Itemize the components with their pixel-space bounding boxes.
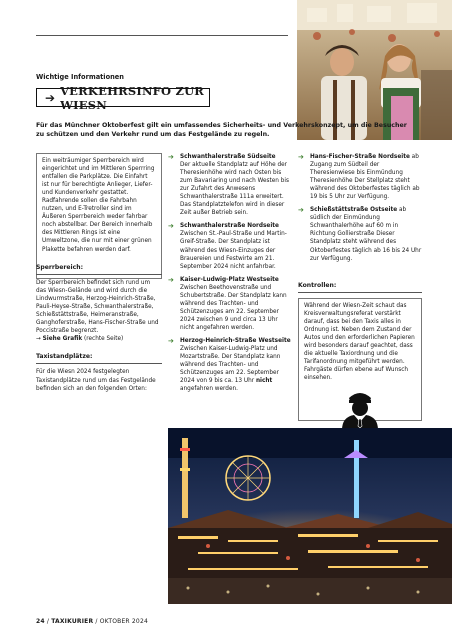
kontrollen-text: Während der Wiesn-Zeit schaut das Kreisverwaltungsreferat verstärkt darauf, dass bei den Taxis alles in Ordnung ist. Neben dem Zustand der Autos und den erforderlichen Papieren wird besonders darauf geachtet, dass die aktuelle Taxiordnung und die Tarifanordnung mitgeführt werden. Fahrgäste dürfen ebene auf Wunsch einsehen. bbox=[304, 303, 415, 382]
arrow-right-icon: ➔ bbox=[168, 222, 174, 231]
list-item: ➔ Schwanthalerstraße Südseite Der aktuelle Standplatz auf Höhe der Theresienhöhe wird nach Osten bis zum Bavariaring und nach Westen bis zur Zufahrt des Anwesens Schwanthalerstraße 111a erweitert. Das Standplatztelefon wird in dieser Zeit außer Betrieb sein. bbox=[168, 153, 290, 217]
heading-rule bbox=[36, 363, 162, 364]
arrow-right-icon: ➔ bbox=[298, 153, 304, 161]
taxistand-heading: Taxistandplätze: bbox=[36, 353, 93, 361]
arrow-right-icon: ➔ bbox=[168, 275, 174, 284]
see-graphic-note: → Siehe Grafik (rechte Seite) bbox=[36, 336, 124, 343]
arrow-right-icon: ➔ bbox=[298, 206, 304, 215]
column-1 bbox=[36, 264, 162, 393]
kontrollen-box bbox=[298, 298, 422, 421]
heading-rule bbox=[298, 292, 422, 293]
issue-date: / OKTOBER 2024 bbox=[93, 618, 148, 625]
arrow-right-icon: ➔ bbox=[168, 336, 174, 345]
page-title-text: VERKEHRSINFO ZUR WIESN bbox=[60, 83, 205, 112]
list-item: ➔ Hans-Fischer-Straße Nordseite ab Zugang zum Südteil der Theresienwiese bis Einmündung Theresienhöhe Der Stellplatz steht während des Oktoberfestes täglich ab 19 bis 5 Uhr zur Verfügung. bbox=[298, 153, 420, 201]
intro-text: Ein weiträumiger Sperrbereich wird eingerichtet und im Mittleren Sperrring entfallen die Parkplätze. Die Einfahrt ist nur für berechtigte Anlieger, Liefer- und Kundenverkehr gestattet. Radfahrende sollen die Fahrbahn nutzen, und E-Tretroller sind im Äußeren Sperrbereich weder fahrbar noch abstellbar. Der Bereich innerhalb des Mittleren Rings ist eine Umweltzone, die nur mit einer grünen Plakette befahren werden darf. bbox=[42, 158, 155, 253]
sperrbereich-text: Der Sperrbereich befindet sich rund um das Wiesn-Gelände und wird durch die Lindwurmstraße, Herzog-Heinrich-Straße, Pauli-Heyse-Straße, Schwanthalerstraße, Schießstättstraße, Heimeranstraße, Ganghoferstraße, Hans-Fischer-Straße und Poccistraße begrenzt. bbox=[36, 280, 159, 335]
page-footer: 24 / TAXIKURIER / OKTOBER 2024 bbox=[36, 618, 148, 625]
top-divider bbox=[36, 35, 288, 36]
kontrollen-heading-wrap bbox=[298, 282, 422, 293]
list-item: ➔ Schwanthalerstraße Nordseite Zwischen St.-Paul-Straße und Martin-Greif-Straße. Der Standplatz ist während des Wiesn-Einzuges der Brauereien und Festwirte am 21. September 2024 nicht anfahrbar. bbox=[168, 222, 287, 270]
kontrollen-heading: Kontrollen: bbox=[298, 282, 337, 289]
oktoberfest-night-photo bbox=[168, 428, 452, 604]
list-item: ➔ Herzog-Heinrich-Straße Westseite Zwischen Kaiser-Ludwig-Platz und Mozartstraße. Der Standplatz kann während des Trachten- und Schützenzuges am 22. September 2024 von 9 bis ca. 13 Uhr nicht angefahren werden. bbox=[168, 336, 291, 393]
taxistand-text: Für die Wiesn 2024 festgelegten Taxistandplätze rund um das Festgelände befinden sich an den folgenden Orten: bbox=[36, 369, 156, 392]
page-number: 24 bbox=[36, 618, 45, 625]
section-label: Wichtige Informationen bbox=[36, 73, 124, 81]
sperrbereich-heading: Sperrbereich: bbox=[36, 264, 84, 271]
column-2 bbox=[168, 153, 292, 393]
hero-photo-couple bbox=[297, 0, 452, 140]
heading-rule bbox=[36, 274, 162, 275]
column-3 bbox=[298, 153, 422, 263]
list-item: ➔ Kaiser-Ludwig-Platz Westseite Zwischen Beethovenstraße und Schubertstraße. Der Standplatz kann während des Trachten- und Schützenzuges am 22. September 2024 zwischen 9 und circa 13 Uhr nicht angefahren werden. bbox=[168, 275, 287, 331]
page-title bbox=[36, 83, 210, 112]
taxi-driver-icon bbox=[304, 386, 416, 433]
arrow-right-icon: ➔ bbox=[45, 90, 56, 105]
lead-paragraph: Für das Münchner Oktoberfest gilt ein umfassendes Sicherheits- und Verkehrskonzept, um die Besucher zu schützen und den Verkehr rund um das Festgelände zu regeln. bbox=[36, 122, 407, 138]
intro-box bbox=[36, 153, 162, 279]
list-item: ➔ Schießstättstraße Ostseite ab südlich der Einmündung Schwanthalerhöhe auf 60 m in Richtung Gollierstraße Dieser Standplatz steht während des Oktoberfestes täglich ab 16 bis 24 Uhr zur Verfügung. bbox=[298, 206, 422, 262]
magazine-name: TAXIKURIER bbox=[51, 618, 94, 625]
arrow-right-icon: ➔ bbox=[168, 153, 174, 161]
